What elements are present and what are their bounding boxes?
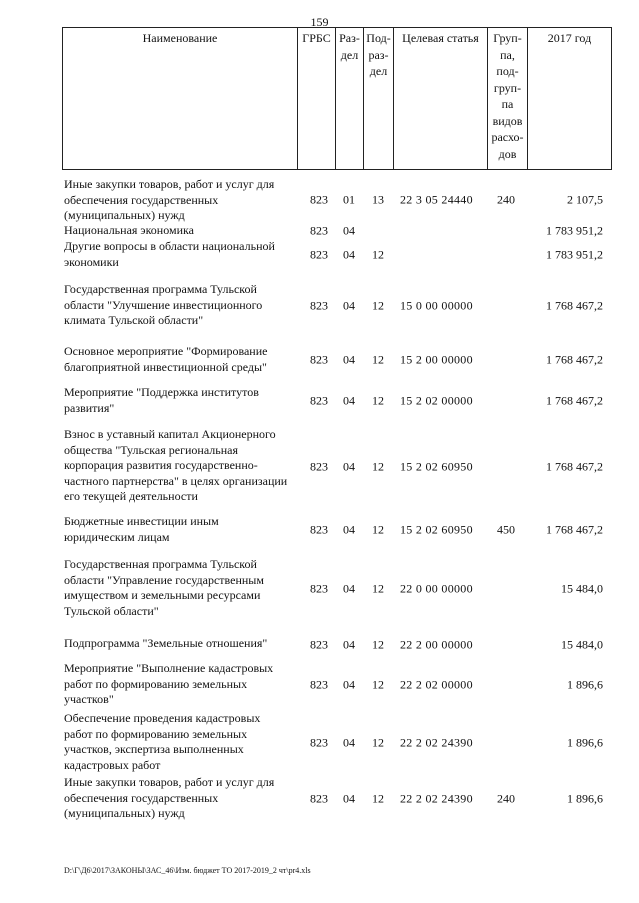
row-name: Национальная экономика — [64, 223, 194, 237]
row-amount: 1 896,6 — [567, 677, 603, 692]
table-row — [0, 385, 639, 417]
row-grbs: 823 — [310, 637, 328, 651]
row-target: 22 0 00 00000 — [400, 581, 473, 596]
row-vid: 240 — [497, 192, 515, 207]
row-amount: 1 783 951,2 — [546, 223, 603, 238]
row-grbs: 823 — [310, 247, 328, 262]
row-razdel: 04 — [343, 637, 355, 651]
header-name: Наименование — [62, 27, 298, 170]
row-name: Мероприятие "Выполнение кадастровых работ по формированию земельных участков" — [64, 661, 274, 706]
page-number: 159 — [310, 15, 329, 29]
row-grbs: 823 — [310, 352, 328, 367]
row-grbs: 823 — [310, 735, 328, 750]
row-amount: 1 768 467,2 — [546, 298, 603, 313]
row-vid: 240 — [497, 791, 515, 806]
row-razdel: 04 — [343, 522, 355, 537]
row-name: Основное мероприятие "Формирование благоприятной инвестиционной среды" — [64, 344, 268, 374]
row-razdel: 04 — [343, 298, 355, 313]
row-razdel: 04 — [343, 352, 355, 367]
row-grbs: 823 — [310, 581, 328, 596]
row-grbs: 823 — [310, 298, 328, 313]
row-podrazdel: 13 — [372, 192, 384, 207]
table-row — [0, 775, 639, 823]
row-podrazdel: 12 — [372, 298, 384, 313]
row-amount: 1 783 951,2 — [546, 247, 603, 262]
row-name: Подпрограмма "Земельные отношения" — [64, 636, 268, 650]
table-row — [0, 344, 639, 376]
row-name: Государственная программа Тульской области "Управление государственным имуществом и земельными ресурсами Тульской области" — [64, 557, 264, 618]
row-grbs: 823 — [310, 192, 328, 207]
row-razdel: 04 — [343, 223, 355, 238]
row-podrazdel: 12 — [372, 791, 384, 806]
row-amount: 1 896,6 — [567, 791, 603, 806]
row-grbs: 823 — [310, 223, 328, 238]
row-amount: 2 107,5 — [567, 192, 603, 207]
row-podrazdel: 12 — [372, 459, 384, 474]
row-name: Иные закупки товаров, работ и услуг для обеспечения государственных (муниципальных) нужд — [64, 775, 275, 820]
table-row — [0, 711, 639, 775]
file-path-footer: D:\Г\Д6\2017\ЗАКОНЫ\ЗАС_46\Изм. бюджет ТО 2017-2019_2 чт\pr4.xls — [64, 866, 311, 875]
row-podrazdel: 12 — [372, 581, 384, 596]
row-amount: 15 484,0 — [561, 581, 603, 596]
row-target: 22 2 02 24390 — [400, 791, 473, 806]
row-target: 22 3 05 24440 — [400, 192, 473, 207]
row-razdel: 04 — [343, 581, 355, 596]
row-vid: 450 — [497, 522, 515, 537]
table-row — [0, 239, 639, 271]
row-name: Обеспечение проведения кадастровых работ по формированию земельных участков, экспертиза выполненных кадастровых работ — [64, 711, 261, 772]
row-target: 15 0 00 00000 — [400, 298, 473, 313]
table-row — [0, 427, 639, 507]
row-amount: 15 484,0 — [561, 637, 603, 651]
row-amount: 1 768 467,2 — [546, 459, 603, 474]
row-grbs: 823 — [310, 393, 328, 408]
table-row — [0, 661, 639, 709]
row-target: 22 2 02 24390 — [400, 735, 473, 750]
row-name: Мероприятие "Поддержка институтов развития" — [64, 385, 259, 415]
row-podrazdel: 12 — [372, 247, 384, 262]
table-row — [0, 514, 639, 546]
row-grbs: 823 — [310, 677, 328, 692]
row-podrazdel: 12 — [372, 735, 384, 750]
row-razdel: 01 — [343, 192, 355, 207]
row-amount: 1 768 467,2 — [546, 393, 603, 408]
table-row — [0, 557, 639, 621]
header-grbs: ГРБС — [298, 27, 336, 170]
row-amount: 1 768 467,2 — [546, 522, 603, 537]
header-vid: Груп- па, под- груп- па видов расхо- дов — [488, 27, 528, 170]
row-name: Другие вопросы в области национальной экономики — [64, 239, 275, 269]
row-name: Государственная программа Тульской области "Улучшение инвестиционного климата Тульской области" — [64, 282, 263, 327]
header-podrazdel: Под- раз- дел — [364, 27, 394, 170]
row-podrazdel: 12 — [372, 393, 384, 408]
row-grbs: 823 — [310, 791, 328, 806]
row-target: 15 2 00 00000 — [400, 352, 473, 367]
row-target: 15 2 02 60950 — [400, 522, 473, 537]
row-amount: 1 896,6 — [567, 735, 603, 750]
row-razdel: 04 — [343, 677, 355, 692]
row-name: Иные закупки товаров, работ и услуг для обеспечения государственных (муниципальных) нужд — [64, 177, 275, 222]
row-podrazdel: 12 — [372, 637, 384, 651]
row-razdel: 04 — [343, 735, 355, 750]
row-target: 15 2 02 00000 — [400, 393, 473, 408]
row-razdel: 04 — [343, 791, 355, 806]
row-grbs: 823 — [310, 459, 328, 474]
row-name: Бюджетные инвестиции иным юридическим лицам — [64, 514, 219, 544]
header-year: 2017 год — [528, 27, 612, 170]
row-razdel: 04 — [343, 393, 355, 408]
row-podrazdel: 12 — [372, 352, 384, 367]
header-target: Целевая статья — [394, 27, 488, 170]
row-razdel: 04 — [343, 459, 355, 474]
row-name: Взнос в уставный капитал Акционерного общества "Тульская региональная корпорация развития государственно-частного партнерства" в целях организации его текущей деятельности — [64, 427, 288, 503]
row-podrazdel: 12 — [372, 677, 384, 692]
row-razdel: 04 — [343, 247, 355, 262]
row-grbs: 823 — [310, 522, 328, 537]
row-target: 15 2 02 60950 — [400, 459, 473, 474]
table-row — [0, 636, 639, 653]
row-podrazdel: 12 — [372, 522, 384, 537]
row-amount: 1 768 467,2 — [546, 352, 603, 367]
table-row — [0, 177, 639, 223]
table-row — [0, 282, 639, 330]
table-row — [0, 223, 639, 239]
header-razdel: Раз- дел — [336, 27, 364, 170]
row-target: 22 2 02 00000 — [400, 677, 473, 692]
row-target: 22 2 00 00000 — [400, 637, 473, 651]
